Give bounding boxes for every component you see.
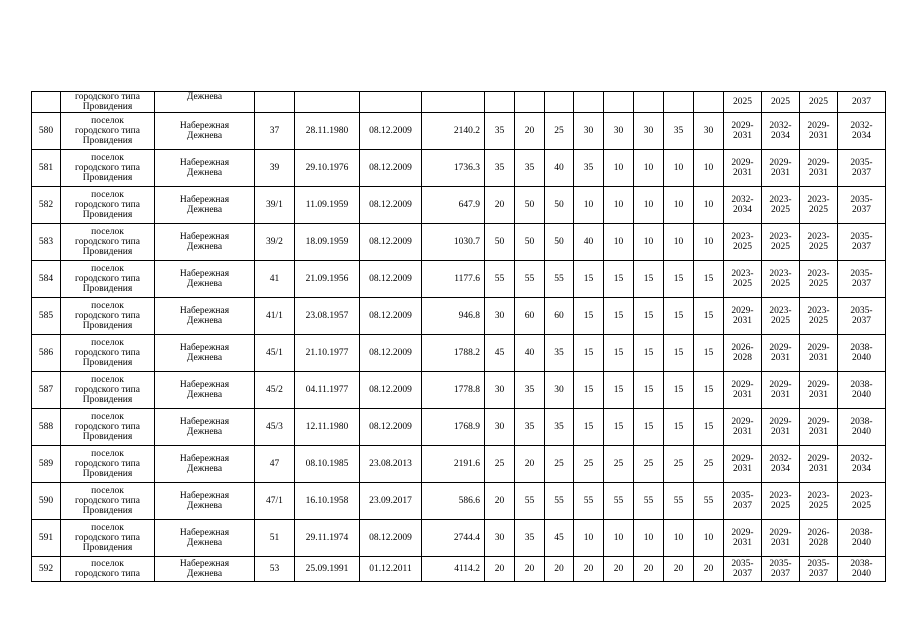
cell-value: 10 [634,224,664,261]
cell-value: 10 [604,150,634,187]
cell-period: 2029- 2031 [800,409,838,446]
table-row [32,335,886,372]
cell-value: 30 [694,113,724,150]
cell-num: 592 [32,557,61,582]
cell-date-built: 25.09.1991 [295,557,360,582]
table-row [32,483,886,520]
cell-date-reg: 08.12.2009 [360,372,422,409]
cell-value: 10 [634,187,664,224]
cell-period: 2023- 2025 [762,187,800,224]
cell-value: 30 [485,372,515,409]
cell-value: 25 [545,446,574,483]
cell-value: 10 [574,187,604,224]
cell-value: 50 [485,224,515,261]
cell-value: 10 [664,224,694,261]
cell-value: 35 [485,113,515,150]
table-row [32,224,886,261]
cell-settlement: поселок городского типа Провидения [61,483,155,520]
cell-value: 55 [574,483,604,520]
cell-settlement: поселок городского типа Провидения [61,446,155,483]
cell-period: 2032- 2034 [838,113,886,150]
cell-period: 2023- 2025 [762,224,800,261]
cell-value: 25 [634,446,664,483]
cell-num: 581 [32,150,61,187]
cell-area: 647.9 [422,187,485,224]
cell-num: 582 [32,187,61,224]
cell-street: Набережная Дежнева [155,187,255,224]
cell-area: 2140.2 [422,113,485,150]
cell-num: 588 [32,409,61,446]
cell-period: 2023- 2025 [800,187,838,224]
cell-value: 15 [664,261,694,298]
cell-period: 2023- 2025 [800,298,838,335]
cell-value: 15 [604,335,634,372]
cell-area: 1768.9 [422,409,485,446]
cell-period: 2038- 2040 [838,520,886,557]
table-row [32,557,886,582]
cell-street: Набережная Дежнева [155,483,255,520]
cell-value: 15 [604,409,634,446]
cell-value: 30 [604,113,634,150]
cell-value: 50 [515,187,545,224]
cell-value: 15 [634,335,664,372]
cell-period: 2035- 2037 [838,261,886,298]
cell-area: 1030.7 [422,224,485,261]
cell-value: 40 [545,150,574,187]
cell-value [545,92,574,113]
cell-date-built: 21.09.1956 [295,261,360,298]
cell-value: 55 [515,261,545,298]
cell-value: 50 [545,187,574,224]
cell-value: 20 [485,483,515,520]
cell-value: 55 [545,483,574,520]
cell-house: 41 [255,261,295,298]
cell-value: 55 [604,483,634,520]
cell-period: 2038- 2040 [838,335,886,372]
cell-period: 2038- 2040 [838,557,886,582]
cell-value: 20 [574,557,604,582]
cell-value: 45 [545,520,574,557]
cell-settlement: городского типа Провидения [61,92,155,113]
table-row [32,372,886,409]
cell-period: 2023- 2025 [762,298,800,335]
cell-num: 589 [32,446,61,483]
cell-value: 25 [694,446,724,483]
cell-num: 580 [32,113,61,150]
cell-num [32,92,61,113]
cell-area: 2191.6 [422,446,485,483]
cell-value: 35 [545,409,574,446]
cell-period: 2029- 2031 [800,150,838,187]
cell-value: 20 [664,557,694,582]
cell-date-built: 28.11.1980 [295,113,360,150]
cell-street: Набережная Дежнева [155,261,255,298]
cell-date-built: 29.10.1976 [295,150,360,187]
cell-house: 45/3 [255,409,295,446]
cell-period: 2029- 2031 [800,446,838,483]
table-row-continued [32,92,886,113]
cell-value: 10 [694,187,724,224]
cell-value: 55 [485,261,515,298]
cell-settlement: поселок городского типа Провидения [61,187,155,224]
cell-date-built: 29.11.1974 [295,520,360,557]
table-row [32,261,886,298]
cell-area [422,92,485,113]
cell-area: 1177.6 [422,261,485,298]
cell-num: 591 [32,520,61,557]
cell-settlement: поселок городского типа Провидения [61,224,155,261]
cell-settlement: поселок городского типа Провидения [61,113,155,150]
cell-period: 2023- 2025 [762,261,800,298]
cell-date-reg: 08.12.2009 [360,224,422,261]
cell-house: 53 [255,557,295,582]
table-row [32,113,886,150]
cell-value: 35 [515,150,545,187]
cell-period: 2035- 2037 [838,224,886,261]
cell-value: 30 [634,113,664,150]
cell-value: 15 [694,409,724,446]
cell-period: 2029- 2031 [724,446,762,483]
cell-area: 4114.2 [422,557,485,582]
cell-period: 2023- 2025 [724,224,762,261]
cell-period: 2023- 2025 [838,483,886,520]
cell-period: 2037 [838,92,886,113]
cell-value: 40 [574,224,604,261]
cell-period: 2029- 2031 [800,335,838,372]
cell-value: 10 [694,520,724,557]
cell-value: 15 [664,335,694,372]
cell-value: 15 [694,298,724,335]
cell-value: 35 [485,150,515,187]
cell-num: 583 [32,224,61,261]
cell-period: 2023- 2025 [800,261,838,298]
cell-date-reg: 08.12.2009 [360,261,422,298]
cell-value: 55 [634,483,664,520]
table-row [32,520,886,557]
cell-settlement: поселок городского типа Провидения [61,409,155,446]
cell-value: 25 [604,446,634,483]
cell-value: 20 [485,187,515,224]
cell-street: Набережная Дежнева [155,557,255,582]
cell-value: 20 [515,113,545,150]
cell-settlement: поселок городского типа [61,557,155,582]
cell-period: 2029- 2031 [800,372,838,409]
cell-value: 15 [604,372,634,409]
cell-street: Набережная Дежнева [155,372,255,409]
cell-value: 15 [664,409,694,446]
cell-value: 25 [485,446,515,483]
cell-period: 2029- 2031 [762,520,800,557]
cell-value: 45 [485,335,515,372]
cell-value: 15 [574,372,604,409]
cell-period: 2025 [724,92,762,113]
cell-period: 2026- 2028 [800,520,838,557]
cell-date-reg: 01.12.2011 [360,557,422,582]
cell-date-built [295,92,360,113]
cell-value: 10 [634,520,664,557]
cell-settlement: поселок городского типа Провидения [61,261,155,298]
cell-period: 2029- 2031 [724,150,762,187]
cell-date-built: 12.11.1980 [295,409,360,446]
cell-period: 2035- 2037 [724,483,762,520]
cell-date-reg: 08.12.2009 [360,409,422,446]
cell-house: 47 [255,446,295,483]
cell-area: 1736.3 [422,150,485,187]
cell-value: 35 [545,335,574,372]
cell-period: 2035- 2037 [838,298,886,335]
cell-date-reg: 08.12.2009 [360,335,422,372]
table-row [32,409,886,446]
cell-date-reg: 08.12.2009 [360,113,422,150]
table-body [32,92,886,582]
cell-value: 15 [574,335,604,372]
cell-period: 2029- 2031 [724,372,762,409]
cell-period: 2029- 2031 [762,409,800,446]
cell-value: 15 [604,298,634,335]
cell-value: 15 [634,409,664,446]
cell-date-reg: 23.09.2017 [360,483,422,520]
cell-period: 2035- 2037 [800,557,838,582]
cell-street: Набережная Дежнева [155,150,255,187]
cell-date-reg: 08.12.2009 [360,187,422,224]
cell-period: 2026- 2028 [724,335,762,372]
cell-value: 15 [574,409,604,446]
cell-value: 20 [485,557,515,582]
cell-date-reg: 08.12.2009 [360,298,422,335]
cell-house: 39 [255,150,295,187]
cell-area: 1788.2 [422,335,485,372]
cell-value: 60 [545,298,574,335]
cell-num: 584 [32,261,61,298]
table-row [32,446,886,483]
cell-value: 25 [545,113,574,150]
cell-value: 10 [664,187,694,224]
cell-value: 40 [515,335,545,372]
cell-value: 60 [515,298,545,335]
cell-period: 2032- 2034 [762,113,800,150]
cell-date-built: 04.11.1977 [295,372,360,409]
cell-area: 1778.8 [422,372,485,409]
cell-value: 10 [604,520,634,557]
cell-value [634,92,664,113]
cell-settlement: поселок городского типа Провидения [61,298,155,335]
cell-period: 2029- 2031 [800,113,838,150]
cell-value: 15 [694,261,724,298]
cell-period: 2029- 2031 [724,409,762,446]
cell-house: 51 [255,520,295,557]
cell-value: 15 [634,261,664,298]
cell-value: 35 [664,113,694,150]
cell-value: 30 [485,409,515,446]
cell-street: Набережная Дежнева [155,520,255,557]
cell-period: 2038- 2040 [838,409,886,446]
cell-settlement: поселок городского типа Провидения [61,520,155,557]
cell-value: 30 [545,372,574,409]
cell-value: 15 [574,261,604,298]
cell-value: 15 [634,298,664,335]
cell-value [604,92,634,113]
cell-settlement: поселок городского типа Провидения [61,335,155,372]
cell-period: 2023- 2025 [762,483,800,520]
cell-house: 39/2 [255,224,295,261]
cell-date-reg [360,92,422,113]
cell-value: 35 [515,409,545,446]
cell-value: 15 [634,372,664,409]
table-row [32,298,886,335]
cell-period: 2023- 2025 [800,483,838,520]
cell-period: 2038- 2040 [838,372,886,409]
cell-value: 50 [545,224,574,261]
cell-street: Набережная Дежнева [155,224,255,261]
cell-value: 20 [515,446,545,483]
cell-period: 2029- 2031 [762,150,800,187]
cell-date-built: 23.08.1957 [295,298,360,335]
cell-period: 2032- 2034 [724,187,762,224]
cell-house [255,92,295,113]
cell-street: Набережная Дежнева [155,335,255,372]
cell-value: 10 [604,224,634,261]
cell-value: 15 [694,335,724,372]
cell-house: 45/1 [255,335,295,372]
cell-period: 2025 [800,92,838,113]
cell-value: 10 [664,150,694,187]
cell-house: 45/2 [255,372,295,409]
cell-value: 15 [664,298,694,335]
cell-date-built: 16.10.1958 [295,483,360,520]
cell-value: 10 [694,150,724,187]
cell-value: 50 [515,224,545,261]
cell-period: 2029- 2031 [724,520,762,557]
cell-value: 15 [604,261,634,298]
cell-date-built: 21.10.1977 [295,335,360,372]
cell-house: 37 [255,113,295,150]
cell-period: 2029- 2031 [762,335,800,372]
cell-value: 55 [545,261,574,298]
cell-date-built: 11.09.1959 [295,187,360,224]
cell-value: 20 [634,557,664,582]
cell-value [515,92,545,113]
cell-value: 10 [574,520,604,557]
cell-period: 2029- 2031 [724,298,762,335]
cell-value: 30 [485,520,515,557]
cell-value [574,92,604,113]
cell-value: 20 [694,557,724,582]
cell-period: 2023- 2025 [800,224,838,261]
cell-period: 2035- 2037 [838,187,886,224]
cell-value: 20 [545,557,574,582]
cell-value: 15 [664,372,694,409]
cell-period: 2035- 2037 [762,557,800,582]
cell-value: 15 [574,298,604,335]
table-row [32,150,886,187]
cell-value [485,92,515,113]
cell-num: 586 [32,335,61,372]
cell-num: 587 [32,372,61,409]
housing-table [31,91,886,582]
cell-period: 2029- 2031 [762,372,800,409]
cell-value: 55 [515,483,545,520]
cell-value: 10 [694,224,724,261]
cell-settlement: поселок городского типа Провидения [61,372,155,409]
cell-value: 10 [664,520,694,557]
cell-street: Дежнева [155,92,255,113]
cell-num: 590 [32,483,61,520]
cell-value: 10 [634,150,664,187]
cell-period: 2029- 2031 [724,113,762,150]
cell-value: 25 [574,446,604,483]
cell-street: Набережная Дежнева [155,113,255,150]
cell-value: 15 [694,372,724,409]
cell-value: 20 [604,557,634,582]
cell-date-built: 18.09.1959 [295,224,360,261]
cell-area: 2744.4 [422,520,485,557]
cell-date-reg: 08.12.2009 [360,520,422,557]
cell-value [694,92,724,113]
cell-street: Набережная Дежнева [155,409,255,446]
cell-value: 30 [574,113,604,150]
cell-value [664,92,694,113]
cell-street: Набережная Дежнева [155,298,255,335]
cell-date-reg: 08.12.2009 [360,150,422,187]
cell-period: 2035- 2037 [838,150,886,187]
cell-value: 25 [664,446,694,483]
cell-value: 30 [485,298,515,335]
cell-value: 20 [515,557,545,582]
cell-area: 586.6 [422,483,485,520]
cell-date-built: 08.10.1985 [295,446,360,483]
cell-value: 10 [604,187,634,224]
cell-period: 2032- 2034 [838,446,886,483]
cell-settlement: поселок городского типа Провидения [61,150,155,187]
cell-period: 2035- 2037 [724,557,762,582]
cell-house: 47/1 [255,483,295,520]
cell-period: 2032- 2034 [762,446,800,483]
cell-house: 41/1 [255,298,295,335]
cell-period: 2025 [762,92,800,113]
cell-num: 585 [32,298,61,335]
cell-date-reg: 23.08.2013 [360,446,422,483]
cell-value: 35 [515,520,545,557]
cell-period: 2023- 2025 [724,261,762,298]
cell-value: 55 [664,483,694,520]
table-row [32,187,886,224]
cell-house: 39/1 [255,187,295,224]
cell-area: 946.8 [422,298,485,335]
cell-value: 55 [694,483,724,520]
cell-value: 35 [515,372,545,409]
cell-value: 35 [574,150,604,187]
cell-street: Набережная Дежнева [155,446,255,483]
